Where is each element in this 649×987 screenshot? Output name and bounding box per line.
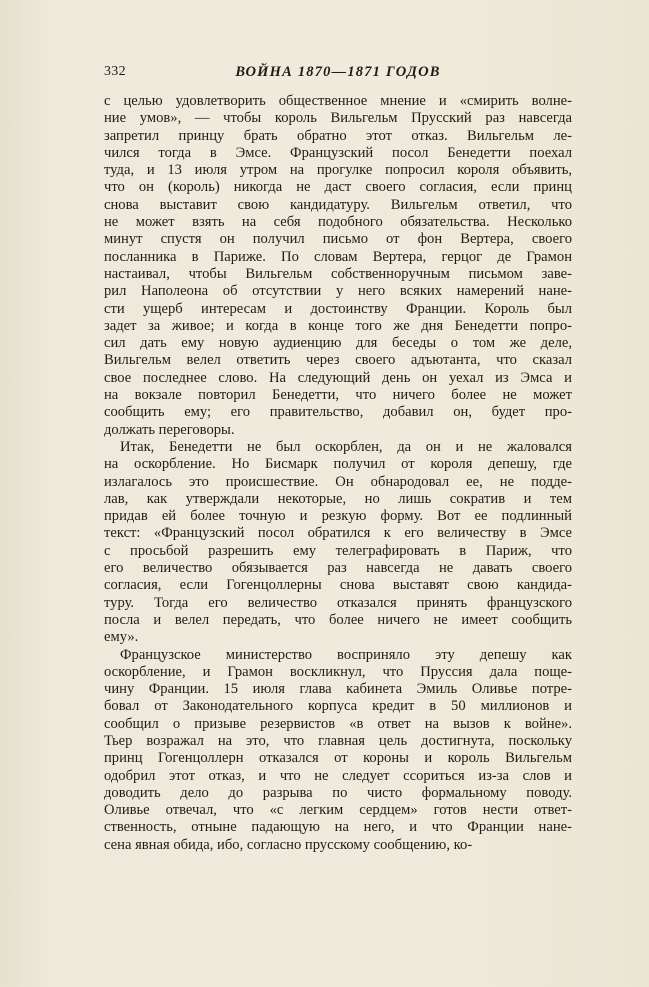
text-line: сена явная обида, ибо, согласно прусскому сообщению, ко-	[104, 836, 473, 853]
text-line: с просьбой разрешить ему телеграфировать в Париж, что	[104, 542, 572, 559]
running-title: ВОЙНА 1870—1871 ГОДОВ	[235, 64, 441, 80]
text-line: принц Гогенцоллерн отказался от короны и король Вильгельм	[104, 750, 572, 767]
text-line: его величество обязывается раз навсегда не давать своего	[104, 560, 572, 577]
text-line: сил дать ему новую аудиенцию для беседы о том же деле,	[104, 335, 572, 352]
paragraph	[104, 439, 572, 647]
text-line: Итак, Бенедетти не был оскорблен, да он и не жаловался	[120, 438, 572, 455]
text-line: сообщить ему; его правительство, добавил он, будет про-	[104, 404, 572, 421]
text-line: что он (король) никогда не даст своего согласия, если принц	[104, 179, 572, 196]
paragraph	[104, 647, 572, 855]
text-line: на вокзале повторил Бенедетти, что ничего более не может	[104, 387, 572, 404]
text-line: Французское министерство восприняло эту депешу как	[120, 646, 572, 663]
text-line: посланника в Париже. По словам Вертера, герцог де Грамон	[104, 248, 572, 265]
text-line: бовал от Законодательного корпуса кредит в 50 миллионов и	[104, 698, 572, 715]
text-line: запретил принцу брать обратно этот отказ. Вильгельм ле-	[104, 127, 572, 144]
text-line: оскорбление, и Грамон воскликнул, что Пруссия дала поще-	[104, 663, 572, 680]
paragraph	[104, 93, 572, 439]
text-line: свое последнее слово. На следующий день он уехал из Эмса и	[104, 369, 572, 386]
body-text	[104, 93, 572, 854]
text-line: сти ущерб интересам и достоинству Франции. Король был	[104, 300, 572, 317]
text-line: не может взять на себя подобного обязательства. Несколько	[104, 214, 572, 231]
text-line: посла и велел передать, что более ничего не имеет сообщить	[104, 611, 572, 628]
text-line: сообщил о призыве резервистов «в ответ на вызов к войне».	[104, 715, 572, 732]
text-line: должать переговоры.	[104, 421, 235, 438]
text-line: ственность, отныне падающую на него, и что Франции нане-	[104, 819, 572, 836]
text-line: задет за живое; и когда в конце того же дня Бенедетти попро-	[104, 317, 572, 334]
text-line: ему».	[104, 629, 139, 646]
text-line: настаивал, чтобы Вильгельм собственноручным письмом заве-	[104, 265, 572, 282]
text-line: на оскорбление. Но Бисмарк получил от короля депешу, где	[104, 456, 572, 473]
page-header	[104, 64, 572, 86]
text-line: согласия, если Гогенцоллерны снова выставят свою кандида-	[104, 577, 572, 594]
page-number: 332	[104, 64, 126, 79]
text-line: Вильгельм велел ответить через своего адъютанта, что сказал	[104, 352, 572, 369]
text-line: минут спустя он получил письмо от фон Вертера, своего	[104, 231, 572, 248]
text-line: Тьер возражал на это, что главная цель достигнута, поскольку	[104, 732, 572, 749]
text-line: туда, и 13 июля утром на прогулке попросил короля объявить,	[104, 162, 572, 179]
text-line: ние умов», — чтобы король Вильгельм Прусский раз навсегда	[104, 110, 572, 127]
text-line: лав, как утверждали некоторые, но лишь сократив и тем	[104, 490, 572, 507]
text-line: текст: «Французский посол обратился к его величеству в Эмсе	[104, 525, 572, 542]
text-line: рил Наполеона об отсутствии у него всяких намерений нане-	[104, 283, 572, 300]
text-line: одобрил этот отказ, и что не следует ссориться из-за слов и	[104, 767, 572, 784]
text-line: с целью удовлетворить общественное мнение и «смирить волне-	[104, 93, 572, 109]
text-line: излагалось это происшествие. Он обнародовал ее, не подде-	[104, 473, 572, 490]
text-line: туру. Тогда его величество отказался принять французского	[104, 594, 572, 611]
text-line: снова выставит свою кандидатуру. Вильгельм ответил, что	[104, 196, 572, 213]
text-line: доводить дело до разрыва по чисто формальному поводу.	[104, 784, 572, 801]
text-line: придав ей более точную и резкую форму. Вот ее подлинный	[104, 508, 572, 525]
text-line: чину Франции. 15 июля глава кабинета Эмиль Оливье потре-	[104, 681, 572, 698]
text-line: Оливье отвечал, что «с легким сердцем» готов нести ответ-	[104, 802, 572, 819]
text-line: чился тогда в Эмсе. Французский посол Бенедетти поехал	[104, 144, 572, 161]
